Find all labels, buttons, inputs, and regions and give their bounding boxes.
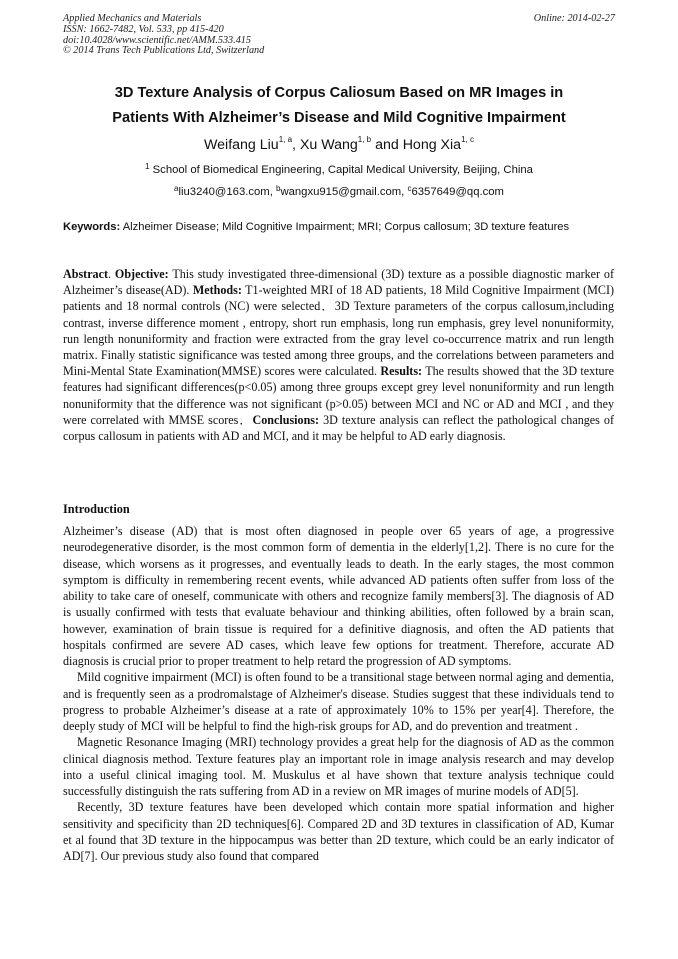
email-marker: a xyxy=(174,184,179,193)
methods-text: T1-weighted MRI of 18 AD patients, 18 Mild Cognitive Impairment (MCI) patients and 18 normal controls (NC) were selected．3D Texture parameters of the corpus callosum,including contrast, inverse difference moment , entropy, short run emphasis, long run emphasis, grey level nonuniformity, run length nonuniformity and fraction were extracted from the gray level co-occurrence matrix and run length matrix. Finally statistic significance was tested among three groups, and the correlations between parameters and Mini-Mental State Examination(MMSE) scores were calculated. xyxy=(63,283,615,379)
paper-title-line-1: 3D Texture Analysis of Corpus Caliosum Based on MR Images in xyxy=(114,85,564,101)
author-separator: and xyxy=(371,137,403,153)
journal-header xyxy=(63,14,264,57)
keywords-text: Alzheimer Disease; Mild Cognitive Impairment; MRI; Corpus callosum; 3D texture features xyxy=(120,221,570,233)
journal-name: Applied Mechanics and Materials xyxy=(63,13,202,24)
author-affiliation-marker: 1, c xyxy=(461,135,474,144)
conclusions-label: Conclusions: xyxy=(252,412,320,427)
author-affiliation-marker: 1, a xyxy=(278,135,293,144)
journal-issn: ISSN: 1662-7482, Vol. 533, pp 415-420 xyxy=(63,23,224,35)
paragraph: Mild cognitive impairment (MCI) is often found to be a transitional stage between normal aging and dementia, and is frequently seen as a prodromalstage of Alzheimer's disease. Studies suggest that these individuals tend to progress to probable Alzheimer’s disease at a rate of approximately 10% to 15% per year[4]. Therefore, the deeply study of MCI will be helpful to find the high-risk groups for AD, and do prevention and treatment . xyxy=(63,670,614,733)
results-label: Results: xyxy=(380,364,423,379)
author-name: Xu Wang xyxy=(299,137,358,153)
affiliation-text: School of Biomedical Engineering, Capital Medical University, Beijing, China xyxy=(149,164,533,176)
conclusions-text: 3D texture analysis can reflect the pathological changes of corpus callosum in patients with AD and MCI, and it may be helpful to AD early diagnosis. xyxy=(63,412,614,444)
introduction-body xyxy=(63,523,614,864)
author-list xyxy=(40,136,638,154)
section-heading-introduction: Introduction xyxy=(63,502,130,516)
email-address: liu3240@163.com, xyxy=(178,186,276,198)
affiliation-marker: 1 xyxy=(145,162,150,171)
online-date: Online: 2014-02-27 xyxy=(533,13,615,24)
objective-text: This study investigated three-dimensional (3D) texture as a possible diagnostic marker of Alzheimer’s disease(AD). xyxy=(63,267,614,298)
keywords xyxy=(63,221,614,235)
author-name: Weifang Liu xyxy=(204,137,279,153)
author-name: Hong Xia xyxy=(402,137,462,153)
email-address: 6357649@qq.com xyxy=(411,186,504,198)
author-affiliation-marker: 1, b xyxy=(357,135,372,144)
abstract xyxy=(63,266,614,444)
author-separator: , xyxy=(292,137,300,153)
author-emails xyxy=(40,185,638,199)
paragraph: Magnetic Resonance Imaging (MRI) technology provides a great help for the diagnosis of AD as the common clinical diagnosis method. Texture features play an important role in image analysis research and may develop into a useful clinical imaging tool. M. Muskulus et al have shown that texture analysis technique could successfully distinguish the rats suffering from AD in a review on MR images of murine models of AD[5]. xyxy=(63,735,614,798)
paper-title-line-2: Patients With Alzheimer’s Disease and Mild Cognitive Impairment xyxy=(112,110,566,126)
journal-doi: doi:10.4028/www.scientific.net/AMM.533.415 xyxy=(63,34,251,46)
email-marker: c xyxy=(407,184,412,193)
email-marker: b xyxy=(276,184,281,193)
methods-label: Methods: xyxy=(192,283,242,298)
paragraph: Alzheimer’s disease (AD) that is most often diagnosed in people over 65 years of age, a progressive neurodegenerative disorder, is the most common form of dementia in the elderly[1,2]. There is no cure for the disease, which worsens as it progresses, and eventually leads to death. In the early stages, the most common symptom is difficulty in remembering recent events, while advanced AD patients often suffer from loss of the ability to take care of oneself, communicate with others and recognize family members[3]. The diagnosis of AD is usually confirmed with tests that evaluate behaviour and thinking abilities, often followed by a brain scan, however, examination of brain tissue is required for a definitive diagnosis, and often the AD patients that hospitals confirmed are severe AD cases, which leave few options for treatment. Therefore, accurate AD diagnosis is crucial prior to proper treatment to help retard the progression of AD symptoms. xyxy=(63,524,614,668)
abstract-label: Abstract xyxy=(63,267,109,281)
affiliation xyxy=(40,163,638,177)
abstract-dot: . xyxy=(108,267,115,281)
objective-label: Objective: xyxy=(114,267,169,281)
results-text: The results showed that the 3D texture features had significant differences(p<0.05) among three groups except grey level nonuniformity and run length nonuniformity that the difference was not significant (p>0.05) between MCI and NC or AD and MCI , and they were correlated with MMSE scores． xyxy=(63,364,614,427)
email-address: wangxu915@gmail.com, xyxy=(280,186,408,198)
paper-title xyxy=(40,81,638,131)
keywords-label: Keywords: xyxy=(63,221,121,233)
paragraph: Recently, 3D texture features have been developed which contain more spatial information and higher sensitivity and specificity than 2D techniques[6]. Compared 2D and 3D textures in classification of AD, Kumar et al found that 3D texture in the hippocampus was better than 2D texture, which could be an early indicator of AD[7]. Our previous study also found that compared xyxy=(63,800,614,863)
journal-copyright: © 2014 Trans Tech Publications Ltd, Switzerland xyxy=(63,45,265,57)
